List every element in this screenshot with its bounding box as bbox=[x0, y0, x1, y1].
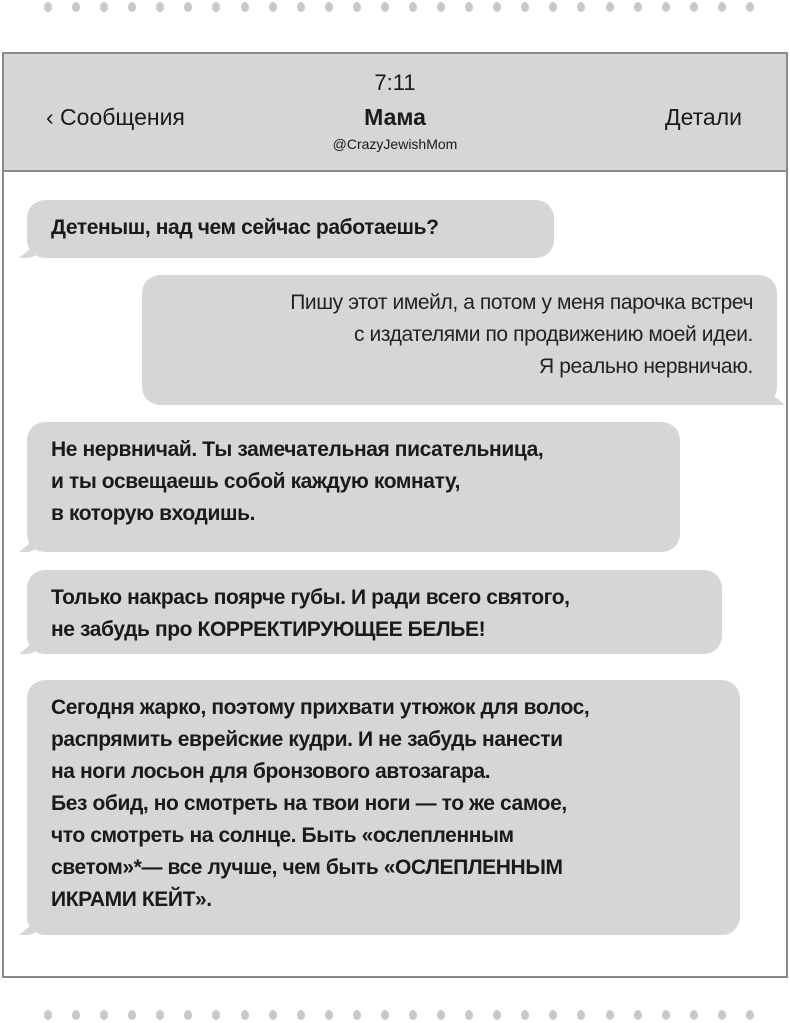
dot bbox=[606, 1010, 614, 1020]
decorative-dots-top bbox=[44, 2, 754, 12]
dot bbox=[128, 1010, 136, 1020]
dot bbox=[100, 1010, 108, 1020]
dot bbox=[493, 2, 501, 12]
dot bbox=[241, 2, 249, 12]
dot bbox=[381, 2, 389, 12]
dot bbox=[634, 1010, 642, 1020]
contact-handle: @CrazyJewishMom bbox=[332, 136, 458, 152]
dot bbox=[297, 1010, 305, 1020]
conversation-header bbox=[4, 54, 786, 172]
message-bubble-incoming bbox=[27, 422, 680, 552]
dot bbox=[549, 2, 557, 12]
message-bubble-incoming bbox=[27, 200, 554, 258]
message-line: распрямить еврейские кудри. И не забудь нанести bbox=[51, 728, 563, 751]
dot bbox=[437, 2, 445, 12]
dot bbox=[549, 1010, 557, 1020]
dot bbox=[128, 2, 136, 12]
dot bbox=[212, 2, 220, 12]
status-time: 7:11 bbox=[374, 70, 416, 95]
dot bbox=[437, 1010, 445, 1020]
dot bbox=[241, 1010, 249, 1020]
back-to-messages-button[interactable]: ‹ Сообщения bbox=[46, 104, 185, 130]
dot bbox=[409, 1010, 417, 1020]
dot bbox=[577, 1010, 585, 1020]
message-line: и ты освещаешь собой каждую комнату, bbox=[51, 470, 461, 493]
dot bbox=[184, 1010, 192, 1020]
message-line: в которую входишь. bbox=[51, 502, 256, 525]
message-line: ИКРАМИ КЕЙТ». bbox=[51, 888, 212, 911]
message-line: Только накрась поярче губы. И ради всего святого, bbox=[51, 586, 570, 609]
dot bbox=[353, 1010, 361, 1020]
dot bbox=[465, 1010, 473, 1020]
dot bbox=[577, 2, 585, 12]
dot bbox=[325, 2, 333, 12]
dot bbox=[606, 2, 614, 12]
message-bubble-incoming bbox=[27, 680, 740, 935]
dot bbox=[72, 2, 80, 12]
message-line: на ноги лосьон для бронзового автозагара. bbox=[51, 760, 491, 783]
dot bbox=[381, 1010, 389, 1020]
dot bbox=[184, 2, 192, 12]
phone-screen bbox=[2, 52, 788, 978]
dot bbox=[269, 2, 277, 12]
dot bbox=[156, 2, 164, 12]
dot bbox=[662, 2, 670, 12]
dot bbox=[353, 2, 361, 12]
details-button[interactable]: Детали bbox=[665, 104, 742, 130]
message-bubble-outgoing bbox=[142, 275, 777, 405]
message-line: Я реально нервничаю. bbox=[539, 355, 753, 378]
dot bbox=[100, 2, 108, 12]
dot bbox=[521, 2, 529, 12]
dot bbox=[156, 1010, 164, 1020]
dot bbox=[690, 2, 698, 12]
dot bbox=[521, 1010, 529, 1020]
dot bbox=[718, 1010, 726, 1020]
dot bbox=[493, 1010, 501, 1020]
dot bbox=[44, 2, 52, 12]
dot bbox=[634, 2, 642, 12]
dot bbox=[44, 1010, 52, 1020]
message-bubble-incoming bbox=[27, 570, 722, 654]
dot bbox=[662, 1010, 670, 1020]
message-line: Пишу этот имейл, а потом у меня парочка встреч bbox=[290, 291, 753, 314]
dot bbox=[212, 1010, 220, 1020]
dot bbox=[718, 2, 726, 12]
dot bbox=[269, 1010, 277, 1020]
message-line: не забудь про КОРРЕКТИРУЮЩЕЕ БЕЛЬЕ! bbox=[51, 618, 486, 641]
message-line: что смотреть на солнце. Быть «ослепленным bbox=[51, 824, 514, 847]
contact-name: Мама bbox=[364, 104, 426, 130]
decorative-dots-bottom bbox=[44, 1010, 754, 1020]
dot bbox=[325, 1010, 333, 1020]
dot bbox=[409, 2, 417, 12]
dot bbox=[746, 2, 754, 12]
dot bbox=[465, 2, 473, 12]
message-line: Без обид, но смотреть на твои ноги — то же самое, bbox=[51, 792, 567, 815]
message-line: с издателями по продвижению моей идеи. bbox=[353, 323, 753, 346]
message-line: Детеныш, над чем сейчас работаешь? bbox=[51, 216, 439, 239]
message-line: светом»*— все лучше, чем быть «ОСЛЕПЛЕННЫМ bbox=[51, 856, 563, 879]
message-line: Не нервничай. Ты замечательная писательница, bbox=[51, 438, 544, 461]
dot bbox=[297, 2, 305, 12]
dot bbox=[72, 1010, 80, 1020]
dot bbox=[746, 1010, 754, 1020]
message-line: Сегодня жарко, поэтому прихвати утюжок для волос, bbox=[51, 696, 590, 719]
dot bbox=[690, 1010, 698, 1020]
